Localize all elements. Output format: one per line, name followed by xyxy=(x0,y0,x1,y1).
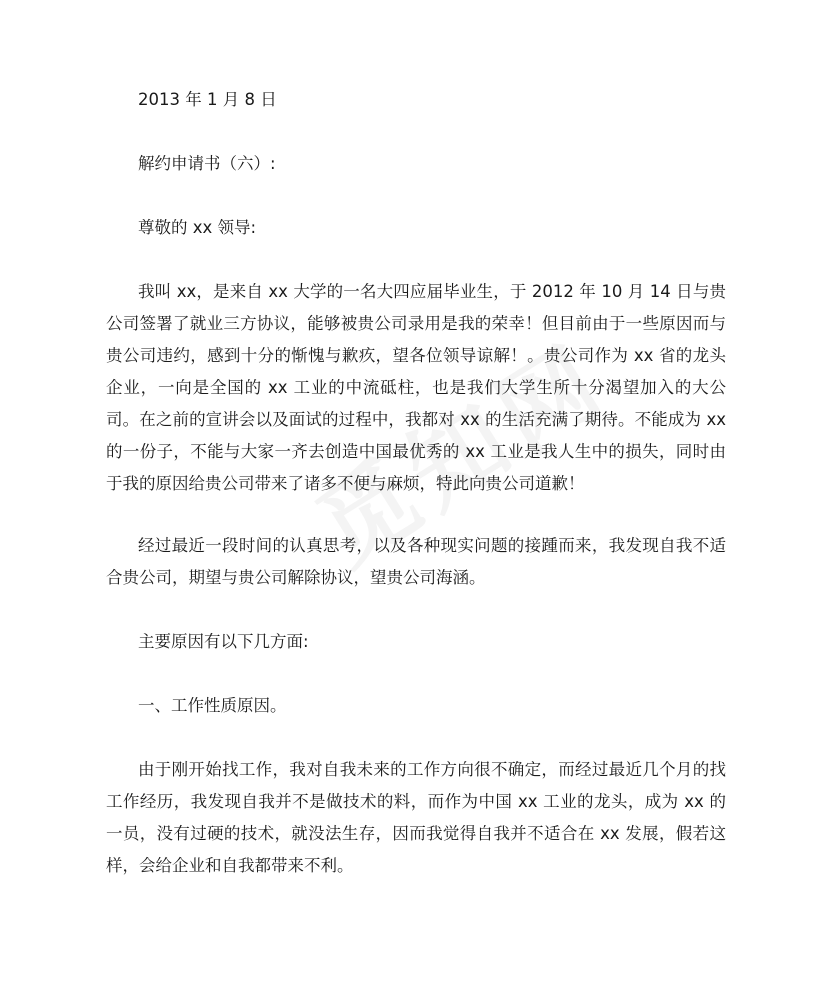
paragraph-3: 由于刚开始找工作，我对自我未来的工作方向很不确定，而经过最近几个月的找工作经历，我发现自我并不是做技术的料，而作为中国 xx 工业的龙头，成为 xx 的一员，没有过硬的技术，就没法生存，因而我觉得自我并不适合在 xx 发展，假若这样，会给企业和自我都带来不利。 xyxy=(106,760,726,875)
document-title: 解约申请书（六）: xyxy=(138,154,276,173)
reasons-intro: 主要原因有以下几方面: xyxy=(138,632,309,651)
reason-1-heading: 一、工作性质原因。 xyxy=(138,696,287,715)
date-line: 2013 年 1 月 8 日 xyxy=(138,90,277,109)
paragraph-1: 我叫 xx，是来自 xx 大学的一名大四应届毕业生，于 2012 年 10 月 14 日与贵公司签署了就业三方协议，能够被贵公司录用是我的荣幸！但目前由于一些原因而与贵公司违约，感到十分的惭愧与歉疚，望各位领导谅解！。贵公司作为 xx 省的龙头企业，一向是全国的 xx 工业的中流砥柱，也是我们大学生所十分渴望加入的大公司。在之前的宣讲会以及面试的过程中，我都对 xx 的生活充满了期待。不能成为 xx 的一份子，不能与大家一齐去创造中国最优秀的 xx 工业是我人生中的损失，同时由于我的原因给贵公司带来了诸多不便与麻烦，特此向贵公司道歉！ xyxy=(106,282,726,493)
paragraph-2: 经过最近一段时间的认真思考，以及各种现实问题的接踵而来，我发现自我不适合贵公司，期望与贵公司解除协议，望贵公司海涵。 xyxy=(106,536,726,587)
salutation: 尊敬的 xx 领导: xyxy=(138,218,257,237)
